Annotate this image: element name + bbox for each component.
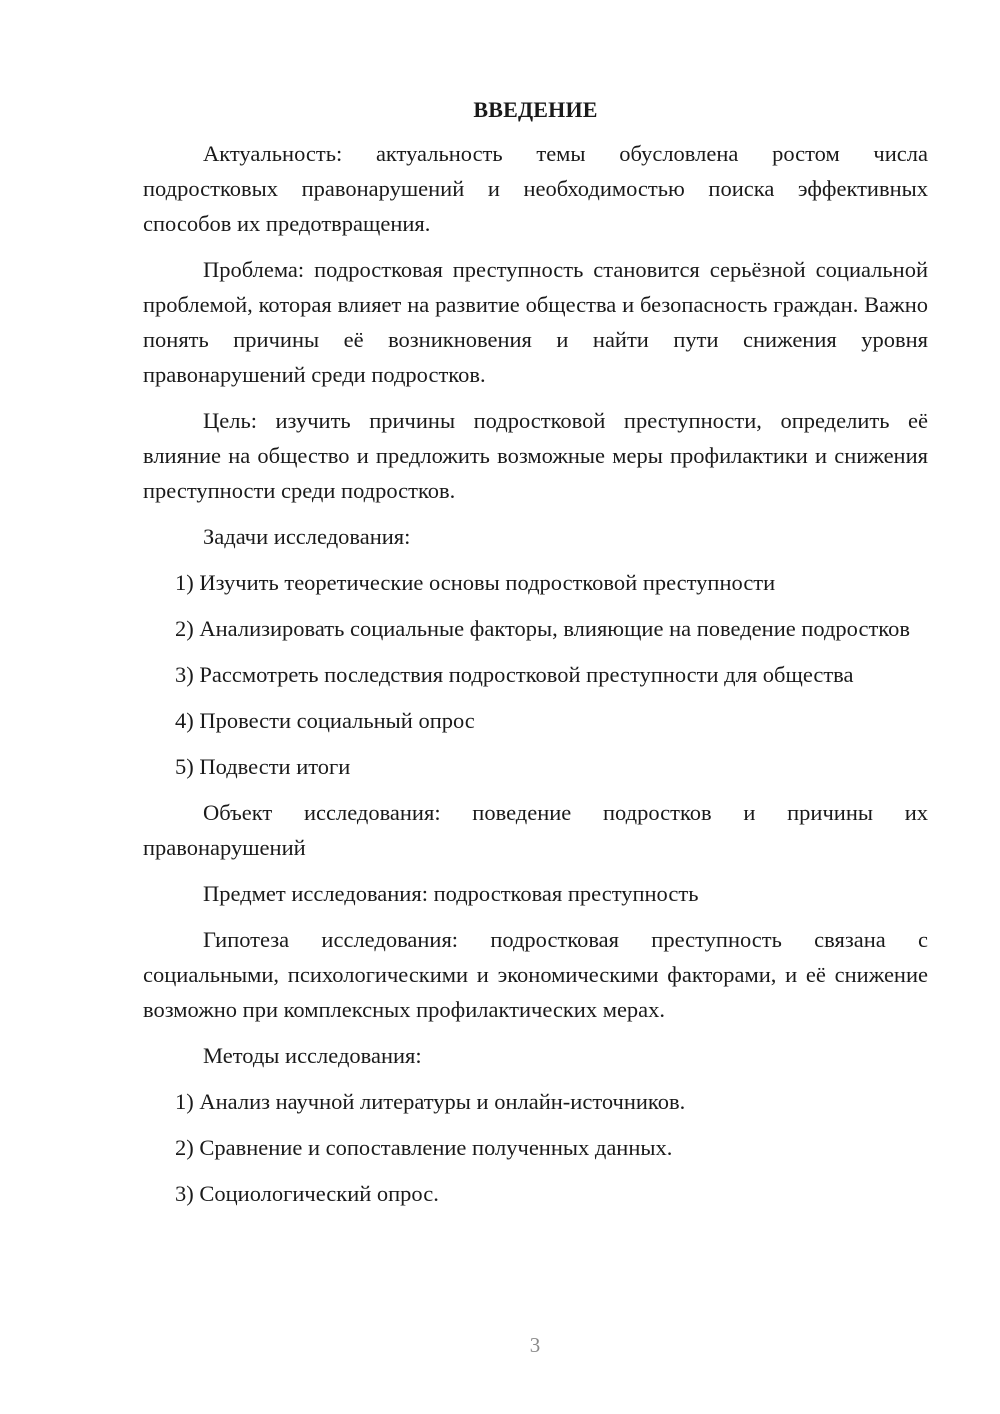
task-item-4: 4) Провести социальный опрос	[175, 708, 475, 733]
hypothesis-paragraph: Гипотеза исследования: подростковая преступность связана с социальными, психологическими и экономическими факторами, и её снижение возможно при комплексных профилактических мерах.	[143, 927, 928, 1022]
object-paragraph: Объект исследования: поведение подростков и причины их правонарушений	[143, 800, 928, 860]
method-item-1: 1) Анализ научной литературы и онлайн-источников.	[175, 1089, 686, 1114]
problem-paragraph: Проблема: подростковая преступность становится серьёзной социальной проблемой, которая влияет на развитие общества и безопасность граждан. Важно понять причины её возникновения и найти пути снижения уровня правонарушений среди подростков.	[143, 257, 928, 387]
goal-paragraph: Цель: изучить причины подростковой преступности, определить её влияние на общество и предложить возможные меры профилактики и снижения преступности среди подростков.	[143, 408, 928, 503]
method-item-3: 3) Социологический опрос.	[175, 1181, 439, 1206]
section-title: ВВЕДЕНИЕ	[473, 97, 598, 122]
page-number: 3	[529, 1333, 541, 1357]
document-page	[143, 92, 928, 1222]
task-item-3: 3) Рассмотреть последствия подростковой преступности для общества	[175, 662, 854, 687]
task-item-5: 5) Подвести итоги	[175, 754, 351, 779]
task-item-2: 2) Анализировать социальные факторы, влияющие на поведение подростков	[175, 616, 910, 641]
tasks-heading: Задачи исследования:	[203, 524, 411, 549]
task-item-1: 1) Изучить теоретические основы подростковой преступности	[175, 570, 776, 595]
relevance-paragraph: Актуальность: актуальность темы обусловлена ростом числа подростковых правонарушений и необходимостью поиска эффективных способов их предотвращения.	[143, 141, 928, 236]
method-item-2: 2) Сравнение и сопоставление полученных данных.	[175, 1135, 673, 1160]
methods-heading: Методы исследования:	[203, 1043, 422, 1068]
subject-paragraph: Предмет исследования: подростковая преступность	[203, 881, 699, 906]
